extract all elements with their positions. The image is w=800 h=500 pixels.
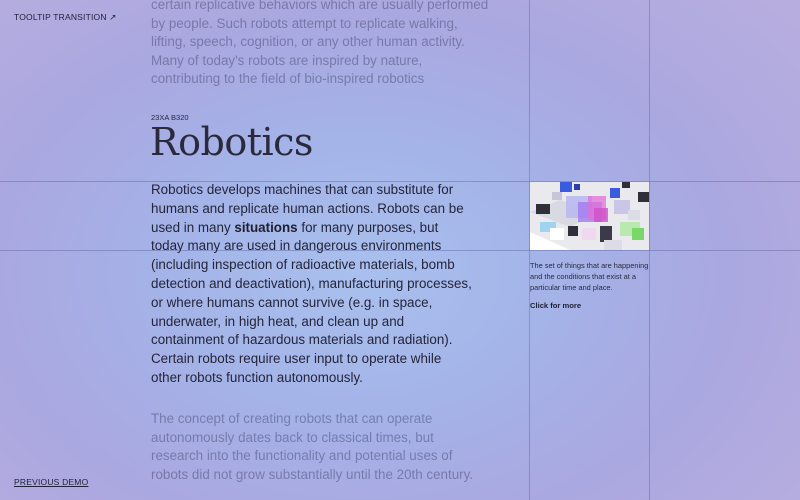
page-title: Robotics bbox=[150, 120, 313, 164]
tooltip-description: The set of things that are happening and the conditions that exist at a particular time and place. bbox=[530, 261, 649, 292]
tooltip-transition-link[interactable]: TOOLTIP TRANSITION ↗ bbox=[14, 12, 117, 22]
click-for-more-link[interactable]: Click for more bbox=[530, 301, 582, 310]
outro-paragraph: The concept of creating robots that can operate autonomously dates back to classical times, but research into the functionality and potential uses of robots did not grow substantially until the 20th century. bbox=[151, 411, 474, 482]
main-paragraph-text: Robotics develops machines that can substitute for humans and replicate human actions. Robots can be used in many bbox=[151, 182, 464, 235]
main-paragraph bbox=[151, 181, 473, 388]
main-paragraph-text: for many purposes, but today many are used in dangerous environments (including inspection of radioactive materials, bomb detection and deactivation), manufacturing processes, or where humans cannot survive (e.g. in space, underwater, in high heat, and clean up and containment of hazardous materials and radiation). Certain robots require user input to operate while other robots function autonomously. bbox=[151, 219, 472, 385]
previous-demo-link[interactable]: PREVIOUS DEMO bbox=[14, 477, 89, 487]
article-code: 23XA B320 bbox=[151, 113, 189, 122]
robotics-render-image bbox=[530, 182, 649, 250]
tooltip-image bbox=[530, 182, 649, 250]
intro-paragraph: certain replicative behaviors which are usually performed by people. Such robots attempt to replicate walking, lifting, speech, cognition, or any other human activity. Many of today's robots are inspired by nature, contributing to the field of bio-inspired robotics bbox=[151, 0, 489, 86]
keyword-situations[interactable]: situations bbox=[234, 219, 298, 235]
